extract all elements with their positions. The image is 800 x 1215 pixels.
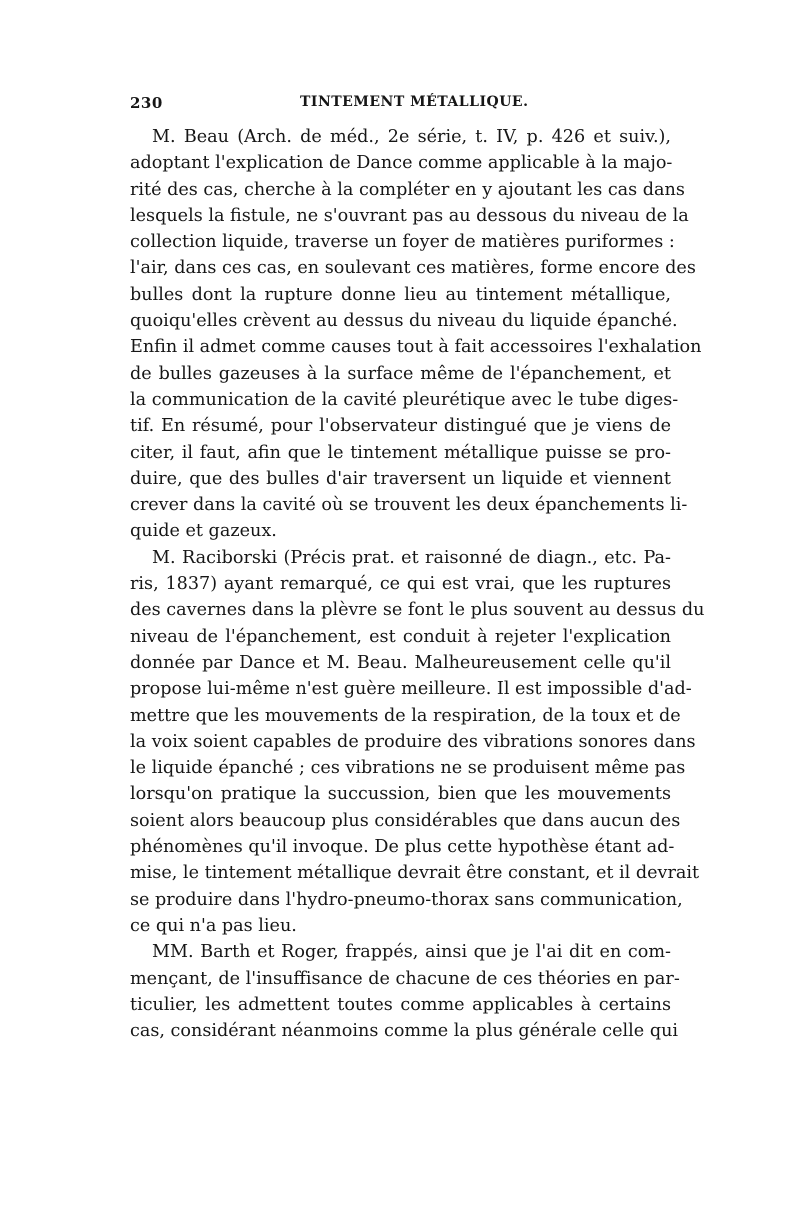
text-line: bulles dont la rupture donne lieu au tintement métallique, (130, 284, 671, 305)
text-line: crever dans la cavité où se trouvent les deux épanchements li- (130, 495, 688, 516)
text-line: se produire dans l'hydro-pneumo-thorax sans communication, (130, 889, 683, 910)
text-line: propose lui-même n'est guère meilleure. Il est impossible d'ad- (130, 679, 692, 700)
text-line: phénomènes qu'il invoque. De plus cette hypothèse étant ad- (130, 837, 675, 858)
text-line: rité des cas, cherche à la compléter en y ajoutant les cas dans (130, 179, 685, 200)
text-line: citer, il faut, afin que le tintement métallique puisse se pro- (130, 442, 671, 463)
page-number: 230 (130, 94, 163, 112)
text-line: Enfin il admet comme causes tout à fait accessoires l'exhalation (130, 337, 702, 358)
text-line: mise, le tintement métallique devrait être constant, et il devrait (130, 863, 700, 884)
text-line: adoptant l'explication de Dance comme applicable à la majo- (130, 153, 673, 174)
text-line: soient alors beaucoup plus considérables que dans aucun des (130, 810, 681, 831)
page-header (130, 94, 670, 118)
text-line: quoiqu'elles crèvent au dessus du niveau du liquide épanché. (130, 311, 678, 332)
text-line: cas, considérant néanmoins comme la plus générale celle qui (130, 1021, 679, 1042)
text-line: tif. En résumé, pour l'observateur distingué que je viens de (130, 416, 671, 437)
text-line: mençant, de l'insuffisance de chacune de ces théories en par- (130, 968, 680, 989)
text-line: quide et gazeux. (130, 521, 277, 542)
text-line: MM. Barth et Roger, frappés, ainsi que je l'ai dit en com- (152, 942, 671, 963)
running-title: TINTEMENT MÉTALLIQUE. (300, 94, 529, 110)
text-line: ris, 1837) ayant remarqué, ce qui est vrai, que les ruptures (130, 574, 671, 595)
text-line: ticulier, les admettent toutes comme applicables à certains (130, 994, 671, 1015)
text-line: niveau de l'épanchement, est conduit à rejeter l'explication (130, 626, 671, 647)
text-line: lorsqu'on pratique la succussion, bien que les mouvements (130, 784, 671, 805)
body-text (130, 124, 705, 1044)
text-line: mettre que les mouvements de la respiration, de la toux et de (130, 705, 681, 726)
text-line: lesquels la fistule, ne s'ouvrant pas au dessous du niveau de la (130, 205, 689, 226)
text-line: ce qui n'a pas lieu. (130, 915, 297, 936)
text-line: le liquide épanché ; ces vibrations ne se produisent même pas (130, 758, 686, 779)
text-line: des cavernes dans la plèvre se font le plus souvent au dessus du (130, 600, 705, 621)
text-line: la communication de la cavité pleurétique avec le tube diges- (130, 389, 679, 410)
text-line: l'air, dans ces cas, en soulevant ces matières, forme encore des (130, 258, 696, 279)
text-line: collection liquide, traverse un foyer de matières puriformes : (130, 232, 675, 253)
text-line: M. Beau (Arch. de méd., 2e série, t. IV, p. 426 et suiv.), (152, 127, 671, 147)
text-line: donnée par Dance et M. Beau. Malheureusement celle qu'il (130, 652, 671, 673)
text-line: la voix soient capables de produire des vibrations sonores dans (130, 731, 696, 752)
text-line: duire, que des bulles d'air traversent un liquide et viennent (130, 468, 671, 489)
text-line: M. Raciborski (Précis prat. et raisonné de diagn., etc. Pa- (152, 547, 671, 568)
text-line: de bulles gazeuses à la surface même de l'épanchement, et (130, 363, 671, 384)
